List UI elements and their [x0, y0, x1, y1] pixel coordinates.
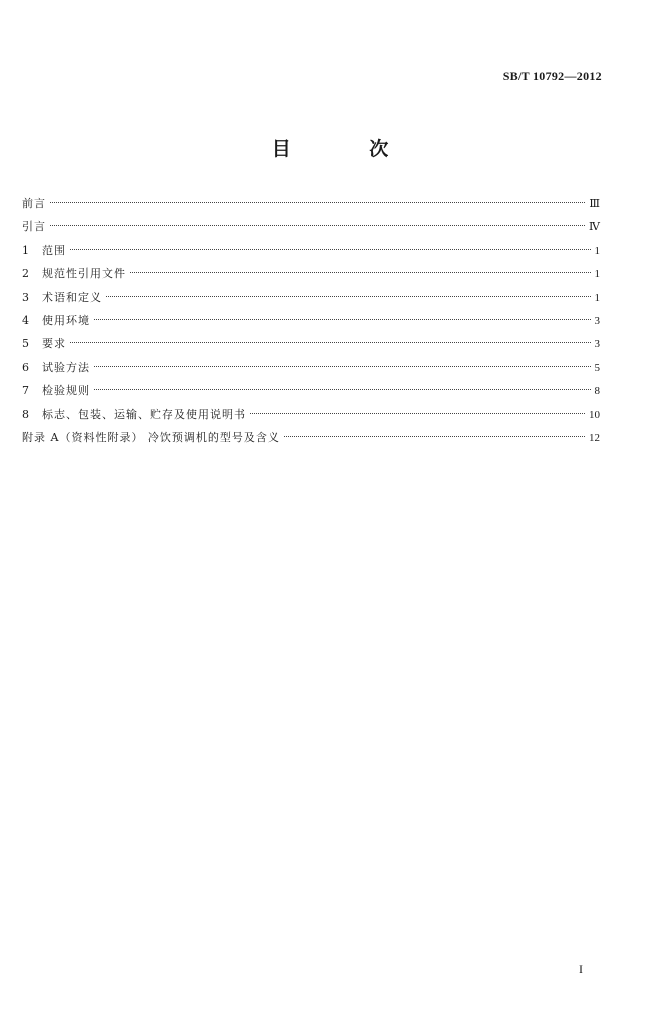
toc-entry-annex-a[interactable]: [22, 430, 600, 453]
toc-entry-label: 要求: [42, 337, 66, 351]
leader-dots: [94, 366, 591, 367]
standard-number: SB/T 10792—2012: [502, 69, 602, 83]
page-title: 目 次: [271, 138, 425, 160]
toc-entry-introduction[interactable]: [22, 219, 600, 242]
toc-entry-label: 使用环境: [42, 313, 90, 327]
toc-entry-foreword[interactable]: [22, 196, 600, 219]
leader-dots: [130, 272, 591, 273]
toc-entry-label: 附录 A（资料性附录） 冷饮预调机的型号及含义: [22, 430, 280, 444]
leader-dots: [284, 436, 585, 437]
toc-entry-page: 1: [594, 268, 600, 281]
toc-entry-number: 2: [22, 267, 29, 281]
leader-dots: [50, 225, 585, 226]
toc-entry-page: 3: [594, 314, 600, 327]
leader-dots: [70, 249, 591, 250]
toc-entry-number: 7: [22, 384, 29, 398]
toc-entry-test-methods[interactable]: [22, 360, 600, 383]
toc-entry-page: 10: [589, 408, 600, 421]
leader-dots: [94, 319, 591, 320]
toc-entry-label: 标志、包装、运输、贮存及使用说明书: [42, 407, 246, 421]
toc-entry-page: 8: [594, 385, 600, 398]
toc-entry-number: 6: [22, 360, 29, 374]
toc-entry-number: 4: [22, 313, 29, 327]
toc-entry-number: 5: [22, 337, 29, 351]
toc-entry-page: Ⅳ: [589, 221, 600, 234]
leader-dots: [250, 413, 585, 414]
toc-entry-label: 规范性引用文件: [42, 267, 126, 281]
table-of-contents: [22, 196, 600, 453]
toc-entry-label: 引言: [22, 220, 46, 234]
toc-entry-marking-packaging[interactable]: [22, 407, 600, 430]
toc-entry-page: Ⅲ: [589, 198, 600, 210]
toc-entry-scope[interactable]: [22, 243, 600, 266]
toc-entry-normative-references[interactable]: [22, 266, 600, 289]
toc-entry-label: 术语和定义: [42, 290, 102, 304]
toc-entry-terms[interactable]: [22, 290, 600, 313]
toc-entry-label: 前言: [22, 197, 46, 210]
toc-entry-label: 试验方法: [42, 360, 90, 374]
toc-entry-page: 3: [594, 338, 600, 351]
leader-dots: [94, 389, 591, 390]
toc-entry-inspection-rules[interactable]: [22, 383, 600, 406]
toc-entry-page: 5: [594, 361, 600, 374]
toc-entry-page: 12: [589, 431, 600, 444]
page-number: I: [579, 962, 583, 976]
toc-entry-label: 检验规则: [42, 384, 90, 398]
leader-dots: [70, 342, 591, 343]
toc-entry-environment[interactable]: [22, 313, 600, 336]
toc-entry-page: 1: [594, 291, 600, 304]
leader-dots: [106, 296, 591, 297]
toc-entry-requirements[interactable]: [22, 336, 600, 359]
toc-entry-label: 范围: [42, 243, 66, 257]
toc-entry-number: 3: [22, 290, 29, 304]
toc-entry-number: 1: [22, 243, 29, 257]
leader-dots: [50, 202, 585, 203]
toc-entry-page: 1: [594, 244, 600, 257]
toc-entry-number: 8: [22, 407, 29, 421]
